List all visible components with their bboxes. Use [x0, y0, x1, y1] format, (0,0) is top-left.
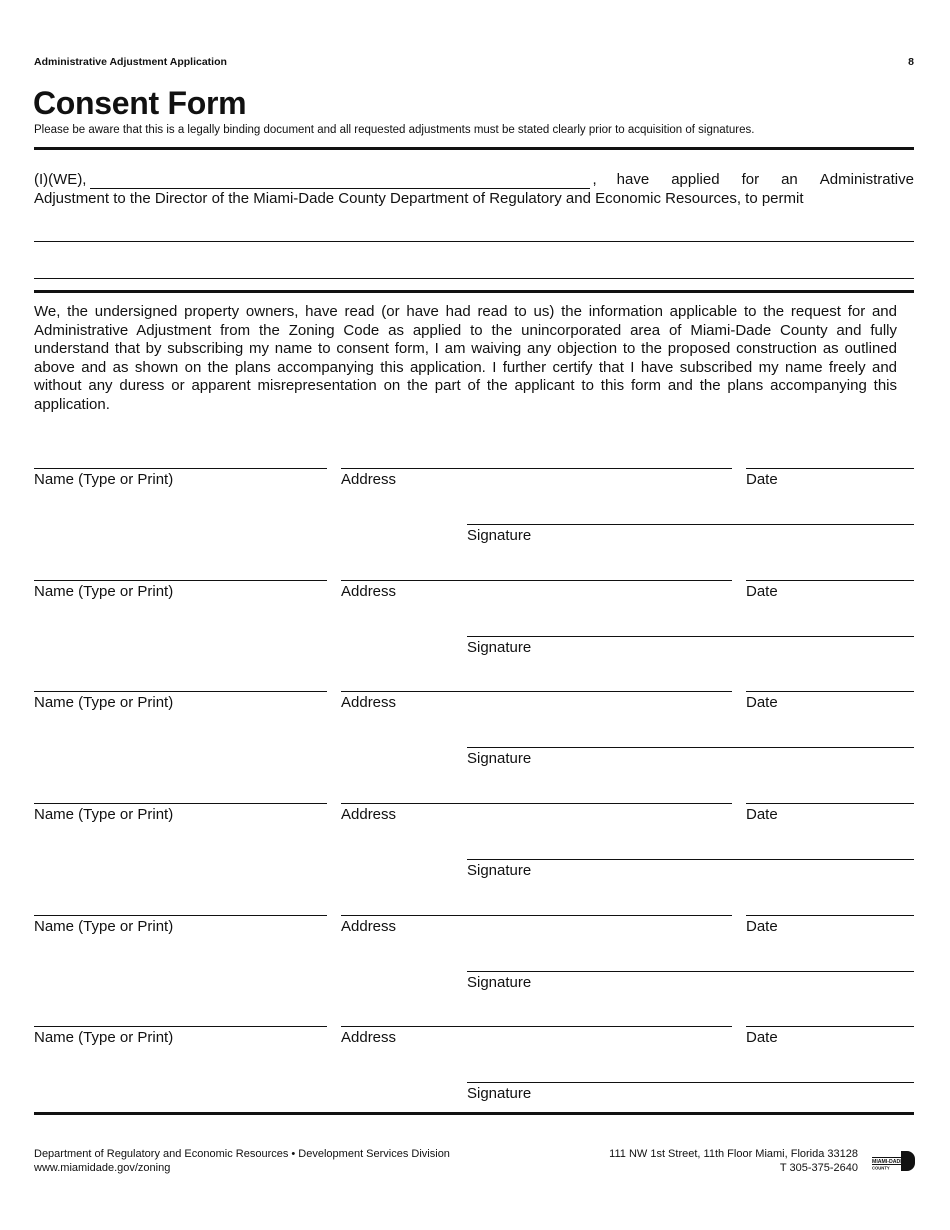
address-label: Address	[341, 694, 397, 711]
address-field[interactable]	[341, 803, 732, 804]
permit-description-line-1[interactable]	[34, 241, 914, 242]
applicant-name-field[interactable]	[90, 172, 590, 189]
name-label: Name (Type or Print)	[34, 1029, 174, 1046]
footer-right	[560, 1148, 858, 1175]
signature-label: Signature	[467, 1085, 532, 1102]
name-label: Name (Type or Print)	[34, 806, 174, 823]
logo-text-top: MIAMI-DADE	[872, 1159, 904, 1165]
date-label: Date	[746, 1029, 778, 1046]
date-field[interactable]	[746, 468, 914, 469]
signature-label: Signature	[467, 974, 532, 991]
signature-label: Signature	[467, 639, 532, 656]
applicant-word: have	[616, 171, 650, 188]
date-label: Date	[746, 583, 778, 600]
consent-statement: We, the undersigned property owners, have read (or have had read to us) the information applicable to the request for and Administrative Adjustment from the Zoning Code as applied to the unincorporated area of Miami-Dade County and fully understand that by subscribing my name to consent form, I am waiving any objection to the proposed construction as outlined above and as shown on the plans accompanying this application. I further certify that I have subscribed my name freely and without any duress or apparent misrepresentation on the part of the applicant to this form and the plans accompanying this application.	[34, 303, 897, 413]
applicant-word: Administrative	[819, 171, 914, 188]
signature-field[interactable]	[467, 636, 914, 637]
date-field[interactable]	[746, 803, 914, 804]
divider	[34, 1112, 914, 1115]
signature-label: Signature	[467, 862, 532, 879]
miami-dade-logo	[871, 1150, 915, 1172]
signature-field[interactable]	[467, 859, 914, 860]
address-label: Address	[341, 806, 397, 823]
county-logo-icon	[871, 1150, 915, 1172]
applicant-statement	[34, 170, 914, 208]
signature-label: Signature	[467, 750, 532, 767]
page-number: 8	[908, 56, 914, 68]
divider	[34, 147, 914, 150]
date-field[interactable]	[746, 1026, 914, 1027]
page-title: Consent Form	[33, 85, 247, 121]
document-header-title: Administrative Adjustment Application	[34, 56, 227, 68]
permit-description-line-2[interactable]	[34, 278, 914, 279]
address-field[interactable]	[341, 1026, 732, 1027]
applicant-word: an	[781, 171, 798, 188]
address-label: Address	[341, 471, 397, 488]
date-label: Date	[746, 471, 778, 488]
name-field[interactable]	[34, 580, 327, 581]
applicant-prefix: (I)(WE),	[34, 171, 87, 188]
name-label: Name (Type or Print)	[34, 694, 174, 711]
address-field[interactable]	[341, 468, 732, 469]
page-subtitle: Please be aware that this is a legally binding document and all requested adjustments must be stated clearly prior to acquisition of signatures.	[34, 124, 755, 136]
signature-field[interactable]	[467, 1082, 914, 1083]
name-field[interactable]	[34, 468, 327, 469]
signature-field[interactable]	[467, 524, 914, 525]
date-label: Date	[746, 918, 778, 935]
address-field[interactable]	[341, 691, 732, 692]
footer-left	[34, 1148, 450, 1175]
footer-phone: T 305-375-2640	[779, 1161, 858, 1174]
footer-department: Department of Regulatory and Economic Resources • Development Services Division	[34, 1148, 450, 1160]
address-field[interactable]	[341, 915, 732, 916]
applicant-word: applied	[671, 171, 720, 188]
name-label: Name (Type or Print)	[34, 583, 174, 600]
applicant-comma: ,	[592, 171, 597, 188]
date-label: Date	[746, 806, 778, 823]
address-field[interactable]	[341, 580, 732, 581]
divider	[34, 290, 914, 293]
name-label: Name (Type or Print)	[34, 471, 174, 488]
name-field[interactable]	[34, 915, 327, 916]
date-field[interactable]	[746, 691, 914, 692]
signature-field[interactable]	[467, 971, 914, 972]
applicant-word: for	[741, 171, 760, 188]
applicant-line-2: Adjustment to the Director of the Miami-Dade County Department of Regulatory and Economic Resources, to permit	[34, 190, 804, 207]
address-label: Address	[341, 1029, 397, 1046]
logo-text-bottom: COUNTY	[872, 1165, 890, 1171]
footer-website[interactable]: www.miamidade.gov/zoning	[34, 1161, 171, 1174]
address-label: Address	[341, 918, 397, 935]
footer-address: 111 NW 1st Street, 11th Floor Miami, Florida 33128	[609, 1148, 858, 1160]
name-field[interactable]	[34, 691, 327, 692]
date-label: Date	[746, 694, 778, 711]
name-field[interactable]	[34, 803, 327, 804]
name-field[interactable]	[34, 1026, 327, 1027]
signature-field[interactable]	[467, 747, 914, 748]
date-field[interactable]	[746, 915, 914, 916]
date-field[interactable]	[746, 580, 914, 581]
address-label: Address	[341, 583, 397, 600]
name-label: Name (Type or Print)	[34, 918, 174, 935]
signature-label: Signature	[467, 527, 532, 544]
